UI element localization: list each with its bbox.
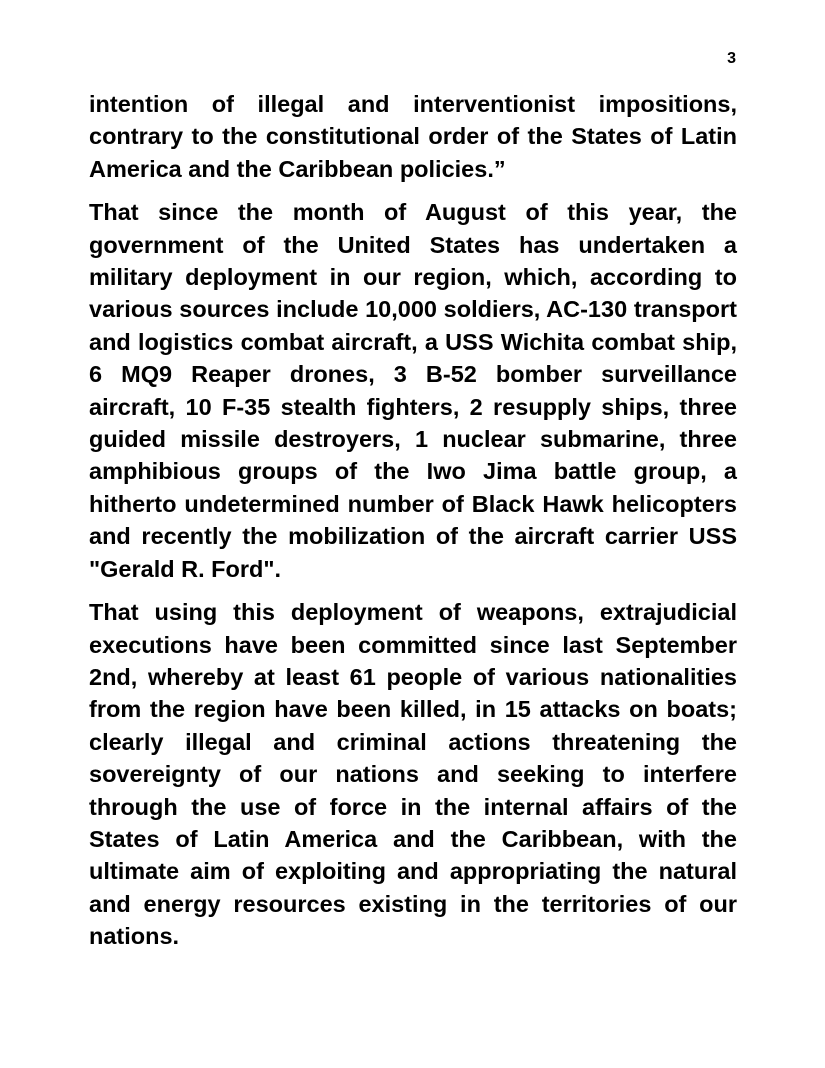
paragraph-continuation: intention of illegal and interventionist impositions, contrary to the constitutional order of the States of Latin America and the Caribbean policies.” (89, 91, 737, 182)
document-body (89, 88, 737, 964)
page-number: 3 (727, 50, 736, 67)
paragraph-military-deployment: That since the month of August of this year, the government of the United States has undertaken a military deployment in our region, which, according to various sources include 10,000 soldiers, AC-130 transport and logistics combat aircraft, a USS Wichita combat ship, 6 MQ9 Reaper drones, 3 B-52 bomber surveillance aircraft, 10 F-35 stealth fighters, 2 resupply ships, three guided missile destroyers, 1 nuclear submarine, three amphibious groups of the Iwo Jima battle group, a hitherto undetermined number of Black Hawk helicopters and recently the mobilization of the aircraft carrier USS "Gerald R. Ford". (89, 199, 737, 582)
paragraph-extrajudicial-executions: That using this deployment of weapons, extrajudicial executions have been committed since last September 2nd, whereby at least 61 people of various nationalities from the region have been killed, in 15 attacks on boats; clearly illegal and criminal actions threatening the sovereignty of our nations and seeking to interfere through the use of force in the internal affairs of the States of Latin America and the Caribbean, with the ultimate aim of exploiting and appropriating the natural and energy resources existing in the territories of our nations. (89, 599, 737, 950)
